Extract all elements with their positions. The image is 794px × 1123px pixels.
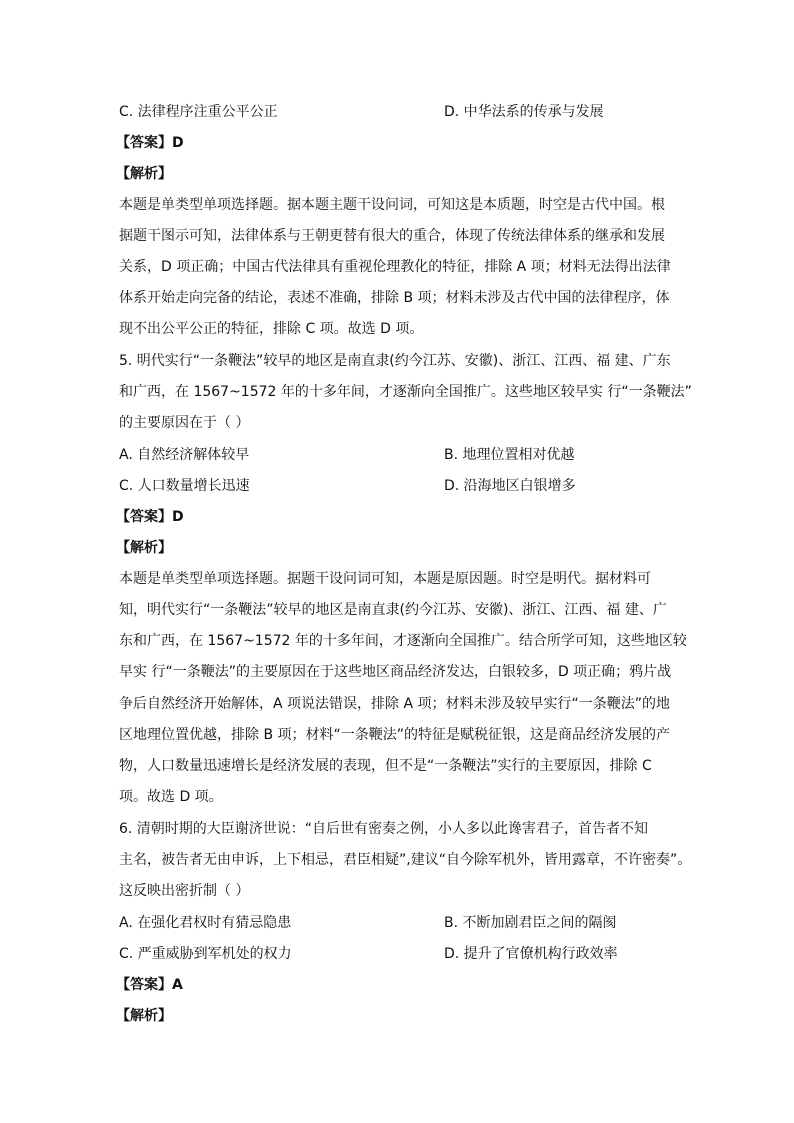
q6-option-b: B. 不断加剧君臣之间的隔阂 <box>444 915 617 931</box>
q5-stem-line: 和广西，在 1567~1572 年的十多年间，才逐渐向全国推广。这些地区较早实 行“一条鞭法” <box>119 384 692 400</box>
q5-option-b: B. 地理位置相对优越 <box>444 447 575 463</box>
q5-option-d: D. 沿海地区白银增多 <box>444 478 576 494</box>
q5-analysis-line: 东和广西，在 1567~1572 年的十多年间，才逐渐向全国推广。结合所学可知，这些地区较 <box>119 633 687 649</box>
q6-stem-line: 6. 清朝时期的大臣谢济世说：“自后世有密奏之例，小人多以此谗害君子，首告者不知 <box>119 821 649 837</box>
q6-option-a: A. 在强化君权时有猜忌隐患 <box>119 915 292 931</box>
q5-answer: 【答案】D <box>116 509 184 525</box>
q5-stem-line: 的主要原因在于（ ） <box>119 415 250 431</box>
q5-analysis-label: 【解析】 <box>116 540 172 556</box>
q6-analysis-label: 【解析】 <box>116 1008 172 1024</box>
q6-stem-line: 这反映出密折制（ ） <box>119 883 250 899</box>
q5-option-a: A. 自然经济解体较早 <box>119 447 250 463</box>
q4-analysis-line: 关系，D 项正确；中国古代法律具有重视伦理教化的特征，排除 A 项；材料无法得出法律 <box>119 259 671 275</box>
q4-option-d: D. 中华法系的传承与发展 <box>444 104 604 120</box>
q6-option-c: C. 严重威胁到军机处的权力 <box>119 946 292 962</box>
q4-analysis-line: 体系开始走向完备的结论，表述不准确，排除 B 项；材料未涉及古代中国的法律程序，体 <box>119 290 670 306</box>
q6-answer: 【答案】A <box>116 977 183 993</box>
q5-analysis-line: 区地理位置优越，排除 B 项；材料“一条鞭法”的特征是赋税征银，这是商品经济发展的产 <box>119 727 671 743</box>
q5-option-c: C. 人口数量增长迅速 <box>119 478 250 494</box>
q5-stem-line: 5. 明代实行“一条鞭法”较早的地区是南直隶(约今江苏、安徽)、浙江、江西、福 建、广东 <box>119 353 671 369</box>
q6-option-d: D. 提升了官僚机构行政效率 <box>444 946 618 962</box>
q5-analysis-line: 知，明代实行“一条鞭法”较早的地区是南直隶(约今江苏、安徽)、浙江、江西、福 建、广 <box>119 602 667 618</box>
q4-analysis-line: 现不出公平公正的特征，排除 C 项。故选 D 项。 <box>119 321 424 337</box>
q5-analysis-line: 早实 行“一条鞭法”的主要原因在于这些地区商品经济发达，白银较多，D 项正确；鸦片战 <box>119 664 672 680</box>
q5-analysis-line: 本题是单类型单项选择题。据题干设问词可知，本题是原因题。时空是明代。据材料可 <box>119 571 651 587</box>
q4-analysis-line: 本题是单类型单项选择题。据本题主题干设问词，可知这是本质题，时空是古代中国。根 <box>119 197 665 213</box>
q4-analysis-line: 据题干图示可知，法律体系与王朝更替有很大的重合，体现了传统法律体系的继承和发展 <box>119 228 665 244</box>
q4-option-c: C. 法律程序注重公平公正 <box>119 104 278 120</box>
q5-analysis-line: 争后自然经济开始解体，A 项说法错误，排除 A 项；材料未涉及较早实行“一条鞭法”的地 <box>119 696 671 712</box>
q5-analysis-line: 项。故选 D 项。 <box>119 789 223 805</box>
q5-analysis-line: 物，人口数量迅速增长是经济发展的表现，但不是“一条鞭法”实行的主要原因，排除 C <box>119 758 652 774</box>
q4-analysis-label: 【解析】 <box>116 166 172 182</box>
q6-stem-line: 主名，被告者无由申诉，上下相忌，君臣相疑”,建议“自今除军机外，皆用露章，不许密奏”。 <box>119 852 692 868</box>
q4-answer: 【答案】D <box>116 135 184 151</box>
